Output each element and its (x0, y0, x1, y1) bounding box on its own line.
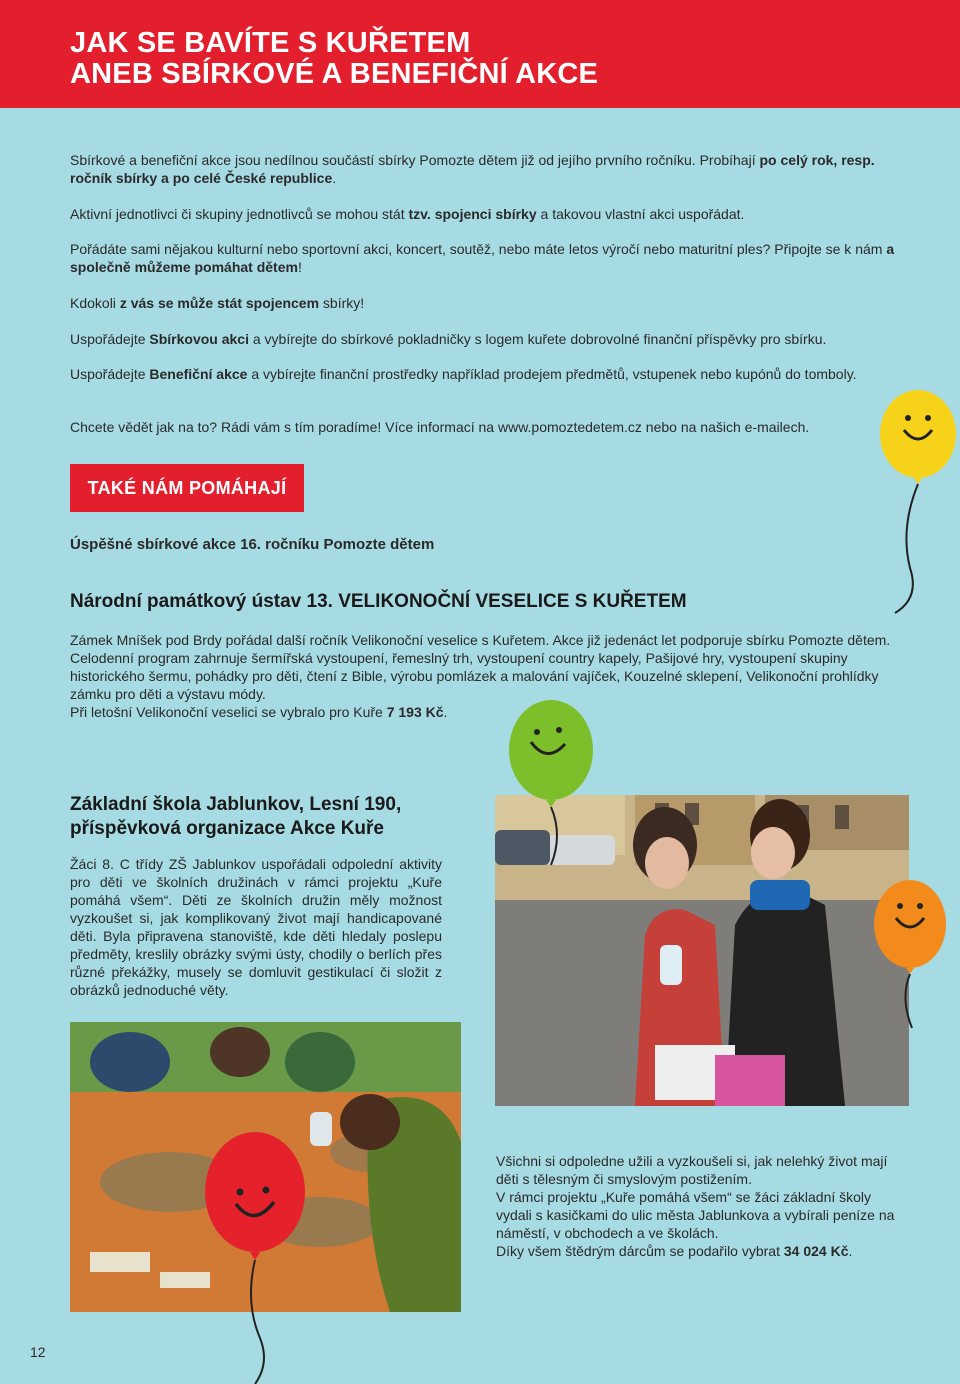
red-balloon-icon (200, 1128, 310, 1384)
intro-paragraph-1: Sbírkové a benefiční akce jsou nedílnou součástí sbírky Pomozte dětem již od jejího prvního ročníku. Probíhají po celý rok, resp. ročník sbírky a po celé České republice. (70, 152, 875, 186)
caption-paragraph-1: Všichni si odpoledne užili a vyzkoušeli si, jak nelehký život mají děti s tělesným či smyslovým postižením. (496, 1153, 888, 1187)
section1-heading: Národní památkový ústav 13. VELIKONOČNÍ VESELICE S KUŘETEM (70, 591, 687, 612)
orange-balloon-icon (870, 878, 960, 1038)
page-title (70, 28, 598, 90)
section2-heading (70, 793, 401, 841)
caption-paragraph-3: Díky všem štědrým dárcům se podařilo vybrat 34 024 Kč. (496, 1243, 853, 1259)
section2-heading-line1: Základní škola Jablunkov, Lesní 190, (70, 794, 402, 815)
green-balloon-icon (503, 700, 603, 870)
intro-paragraph-7: Chcete vědět jak na to? Rádi vám s tím poradíme! Více informací na www.pomoztedetem.cz nebo na našich e-mailech. (70, 419, 810, 435)
intro-paragraph-5: Uspořádejte Sbírkovou akci a vybírejte do sbírkové pokladničky s logem kuřete dobrovolné finanční příspěvky pro sbírku. (70, 331, 827, 347)
page-number: 12 (30, 1344, 46, 1360)
section2-caption (496, 1152, 910, 1260)
page-title-line2: ANEB SBÍRKOVÉ A BENEFIČNÍ AKCE (70, 58, 599, 90)
section2-heading-line2: příspěvková organizace Akce Kuře (70, 818, 384, 839)
intro-paragraph-2: Aktivní jednotlivci či skupiny jednotlivců se mohou stát tzv. spojenci sbírky a takovou vlastní akci uspořádat. (70, 206, 745, 222)
yellow-balloon-icon (870, 388, 960, 618)
section-badge: TAKÉ NÁM POMÁHAJÍ (70, 464, 304, 512)
page-title-line1: JAK SE BAVÍTE S KUŘETEM (70, 27, 471, 59)
section2-body: Žáci 8. C třídy ZŠ Jablunkov uspořádali odpolední aktivity pro děti ve školních družinách v rámci projektu „Kuře pomáhá všem“. Děti ze školních družin měly možnost vyzkoušet si, jak komplikovaný život mají handicapované děti. Byla připravena stanoviště, kde děti hledaly poslepu předměty, kreslily obrázky svými ústy, chodily o berlích přes různé překážky, musely se domluvit gestikulací či složit z obrázků jednoduché věty. (70, 856, 442, 998)
intro-paragraph-6: Uspořádejte Benefiční akce a vybírejte finanční prostředky například prodejem předmětů, vstupenek nebo kupónů do tomboly. (70, 366, 857, 382)
subheading: Úspěšné sbírkové akce 16. ročníku Pomozte dětem (70, 536, 435, 553)
intro-paragraph-4: Kdokoli z vás se může stát spojencem sbírky! (70, 295, 365, 311)
caption-paragraph-2: V rámci projektu „Kuře pomáhá všem“ se žáci základní školy vydali s kasičkami do ulic města Jablunkova a vybírali peníze na náměstí, v obchodech a ve školách. (496, 1189, 895, 1241)
section1-body: Zámek Mníšek pod Brdy pořádal další ročník Velikonoční veselice s Kuřetem. Akce již jedenáct let podporuje sbírku Pomozte dětem. Celodenní program zahrnuje šermířská vystoupení, řemeslný trh, vystoupení country kapely, Pašijové hry, vystoupení skupiny historického šermu, pohádky pro děti, čtení z Bible, výrobu pomlázek a malování vajíček, Kouzelné sklepení, Velikonoční prohlídky zámku pro děti a výstavu módy. (70, 632, 891, 702)
intro-paragraph-3: Pořádáte sami nějakou kulturní nebo sportovní akci, koncert, soutěž, nebo máte letos výročí nebo maturitní ples? Připojte se k nám a společně můžeme pomáhat dětem! (70, 241, 895, 275)
section1-result: Při letošní Velikonoční veselici se vybralo pro Kuře 7 193 Kč. (70, 704, 448, 720)
